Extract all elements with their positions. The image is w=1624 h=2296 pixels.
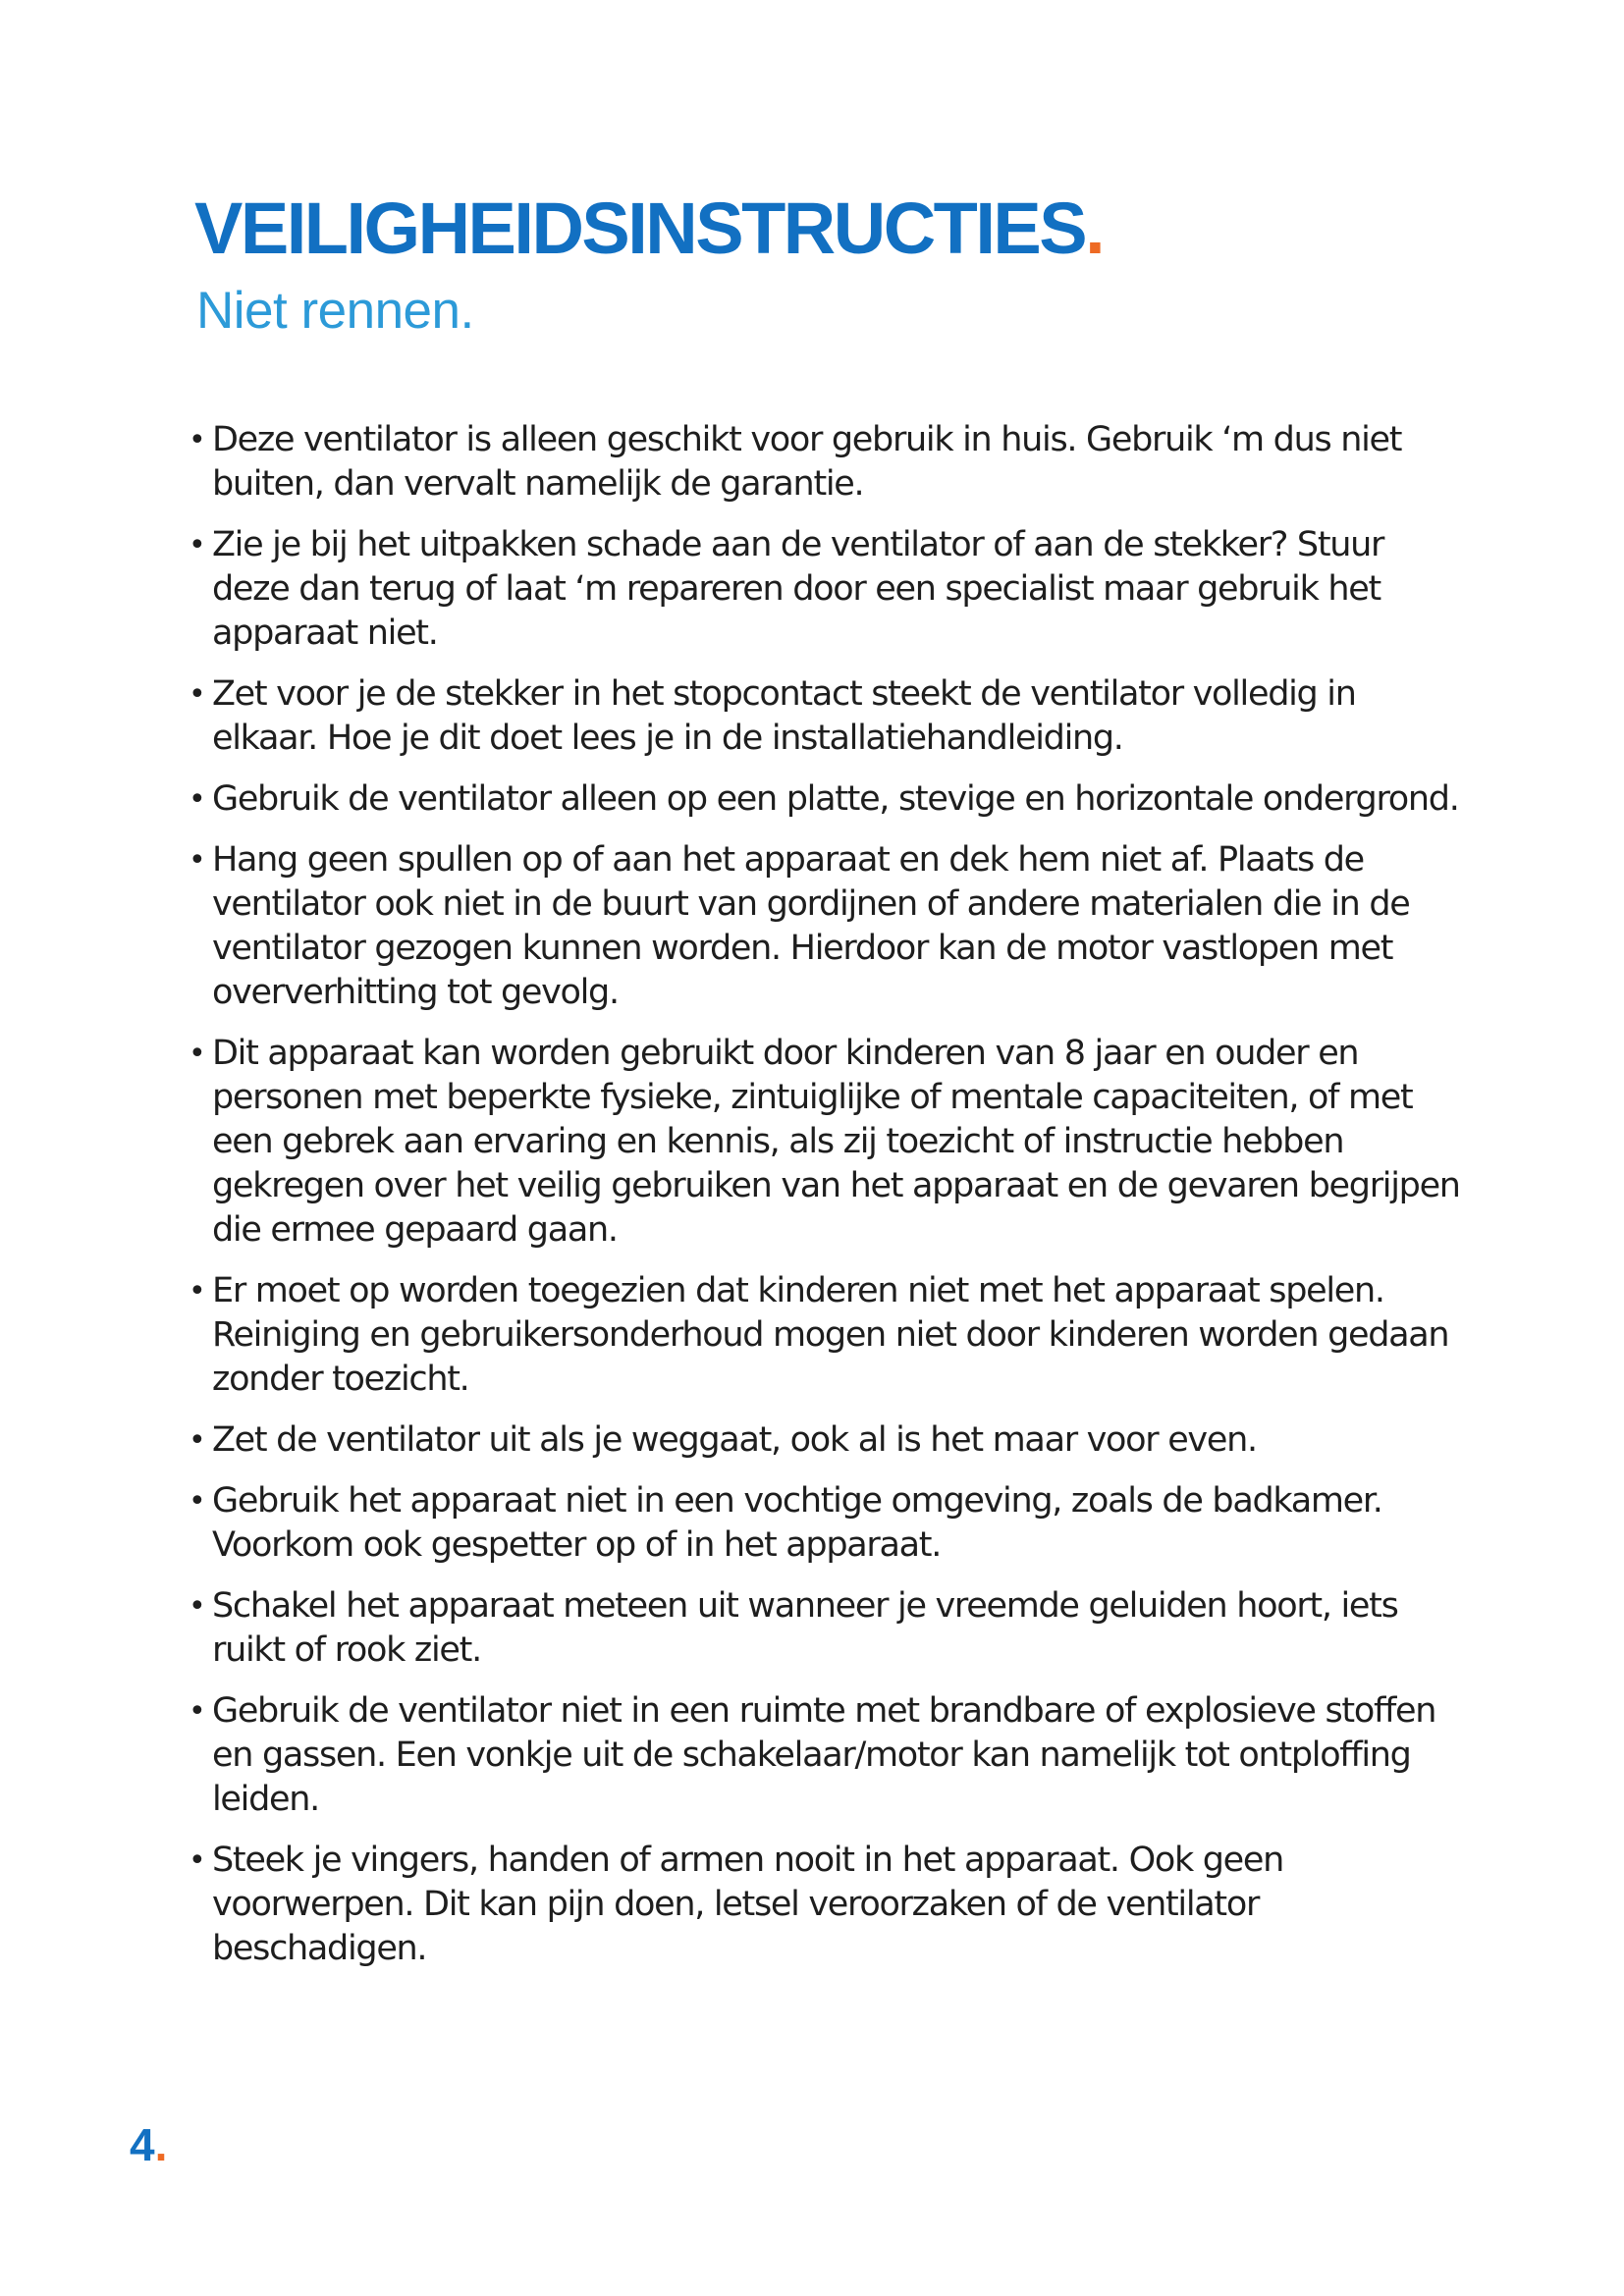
list-item [189,672,1469,761]
page-title [194,187,1104,269]
page-subtitle: Niet rennen. [196,282,474,340]
list-item-text: Gebruik de ventilator alleen op een platte, stevige en horizontale ondergrond. [212,779,1459,819]
bullet-icon: • [189,782,205,817]
page-title-text: VEILIGHEIDSINSTRUCTIES [194,187,1086,269]
page-number-value: 4 [130,2119,155,2170]
list-item [189,838,1469,1015]
bullet-icon: • [189,1589,205,1624]
list-item [189,1479,1469,1568]
list-item [189,523,1469,656]
page-number [130,2119,168,2170]
list-item [189,1839,1469,1971]
list-item [189,1269,1469,1402]
list-item-text: Schakel het apparaat meteen uit wanneer je vreemde geluiden hoort, iets ruikt of rook ziet. [212,1586,1398,1670]
list-item [189,1032,1469,1253]
list-item-text: Dit apparaat kan worden gebruikt door kinderen van 8 jaar en ouder en personen met beperkte fysieke, zintuiglijke of mentale capaciteiten, of met een gebrek aan ervaring en kennis, als zij toezicht of instructie hebben gekregen over het veilig gebruiken van het apparaat en de gevaren begrijpen die ermee gepaard gaan. [212,1034,1460,1250]
bullet-icon: • [189,843,205,878]
bullet-icon: • [189,1423,205,1458]
list-item-text: Zie je bij het uitpakken schade aan de ventilator of aan de stekker? Stuur deze dan terug of laat ‘m repareren door een specialist maar gebruik het apparaat niet. [212,525,1384,653]
title-accent-dot: . [1085,187,1104,269]
list-item-text: Hang geen spullen op of aan het apparaat en dek hem niet af. Plaats de ventilator ook niet in de buurt van gordijnen of andere materialen die in de ventilator gezogen kunnen worden. Hierdoor kan de motor vastlopen met oververhitting tot gevolg. [212,840,1410,1012]
bullet-icon: • [189,423,205,457]
bullet-icon: • [189,1037,205,1071]
list-item-text: Zet voor je de stekker in het stopcontact steekt de ventilator volledig in elkaar. Hoe je dit doet lees je in de installatiehandleiding. [212,674,1356,758]
list-item [189,1584,1469,1673]
list-item [189,418,1469,507]
list-item-text: Zet de ventilator uit als je weggaat, ook al is het maar voor even. [212,1420,1257,1460]
list-item-text: Er moet op worden toegezien dat kinderen niet met het apparaat spelen. Reiniging en gebruikersonderhoud mogen niet door kinderen worden gedaan zonder toezicht. [212,1271,1449,1399]
list-item [189,1689,1469,1822]
page-number-dot: . [154,2119,168,2170]
list-item-text: Steek je vingers, handen of armen nooit in het apparaat. Ook geen voorwerpen. Dit kan pijn doen, letsel veroorzaken of de ventilator beschadigen. [212,1841,1284,1968]
bullet-icon: • [189,1274,205,1308]
bullet-icon: • [189,1484,205,1519]
list-item-text: Gebruik het apparaat niet in een vochtige omgeving, zoals de badkamer. Voorkom ook gespetter op of in het apparaat. [212,1481,1382,1565]
safety-instructions-list [189,418,1469,1988]
list-item-text: Deze ventilator is alleen geschikt voor gebruik in huis. Gebruik ‘m dus niet buiten, dan vervalt namelijk de garantie. [212,420,1402,504]
bullet-icon: • [189,677,205,712]
bullet-icon: • [189,1694,205,1729]
list-item-text: Gebruik de ventilator niet in een ruimte met brandbare of explosieve stoffen en gassen. Een vonkje uit de schakelaar/motor kan namelijk tot ontploffing leiden. [212,1691,1436,1819]
list-item [189,1418,1469,1463]
bullet-icon: • [189,528,205,562]
bullet-icon: • [189,1843,205,1878]
list-item [189,777,1469,822]
